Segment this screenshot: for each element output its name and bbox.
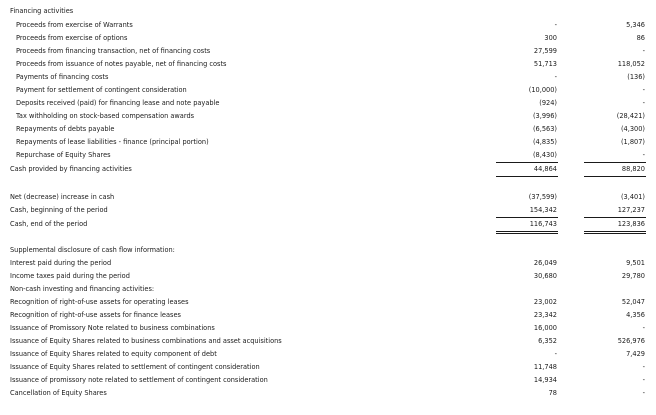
current-period-value: - xyxy=(554,350,557,358)
prior-period-value: (28,421) xyxy=(616,112,645,120)
row-label: Proceeds from issuance of notes payable, net of financing costs xyxy=(16,60,227,68)
prior-period-value: - xyxy=(642,86,645,94)
current-period-value: - xyxy=(554,73,557,81)
prior-period-value: (4,300) xyxy=(620,125,645,133)
current-period-value: (8,430) xyxy=(532,151,557,159)
total-underline xyxy=(584,176,646,177)
total-row xyxy=(0,218,656,231)
table-row xyxy=(0,257,656,270)
table-row xyxy=(0,32,656,45)
current-period-value: 51,713 xyxy=(533,60,557,68)
prior-period-value: (136) xyxy=(627,73,645,81)
supplemental-heading-row xyxy=(0,244,656,257)
row-label: Recognition of right-of-use assets for operating leases xyxy=(10,298,189,306)
row-label: Repayments of lease liabilities - finance (principal portion) xyxy=(16,138,209,146)
prior-period-value: - xyxy=(642,389,645,397)
current-period-value: 14,934 xyxy=(533,376,557,384)
row-label: Payment for settlement of contingent consideration xyxy=(16,86,187,94)
prior-period-value: 9,501 xyxy=(626,259,645,267)
row-label: Issuance of Equity Shares related to equity component of debt xyxy=(10,350,217,358)
table-row xyxy=(0,204,656,217)
prior-period-value: (1,807) xyxy=(620,138,645,146)
prior-period-value: 123,836 xyxy=(617,220,645,228)
financing-heading-row xyxy=(0,5,656,18)
current-period-value: 27,599 xyxy=(533,47,557,55)
current-period-value: 23,342 xyxy=(533,311,557,319)
row-label: Deposits received (paid) for financing lease and note payable xyxy=(16,99,220,107)
row-label: Cancellation of Equity Shares xyxy=(10,389,107,397)
row-label: Issuance of Equity Shares related to business combinations and asset acquisitions xyxy=(10,337,282,345)
row-label: Payments of financing costs xyxy=(16,73,109,81)
table-row xyxy=(0,361,656,374)
row-label: Proceeds from exercise of options xyxy=(16,34,128,42)
row-label: Issuance of Promissory Note related to business combinations xyxy=(10,324,215,332)
table-row xyxy=(0,374,656,387)
current-period-value: (3,996) xyxy=(532,112,557,120)
row-label: Tax withholding on stock-based compensation awards xyxy=(16,112,195,120)
table-row xyxy=(0,71,656,84)
row-label: Repurchase of Equity Shares xyxy=(16,151,111,159)
current-period-value: 30,680 xyxy=(533,272,557,280)
current-period-value: (10,000) xyxy=(528,86,557,94)
current-period-value: 154,342 xyxy=(529,206,557,214)
row-label: Proceeds from exercise of Warrants xyxy=(16,21,133,29)
prior-period-value: - xyxy=(642,324,645,332)
table-row xyxy=(0,296,656,309)
table-row xyxy=(0,335,656,348)
prior-period-value: (3,401) xyxy=(620,193,645,201)
current-period-value: 6,352 xyxy=(538,337,557,345)
current-period-value: 300 xyxy=(544,34,557,42)
row-label: Issuance of Equity Shares related to settlement of contingent consideration xyxy=(10,363,260,371)
row-label: Income taxes paid during the period xyxy=(10,272,130,280)
table-row xyxy=(0,84,656,97)
current-period-value: 16,000 xyxy=(533,324,557,332)
table-row xyxy=(0,387,656,400)
row-label: Repayments of debts payable xyxy=(16,125,115,133)
row-label: Cash, beginning of the period xyxy=(10,206,108,214)
table-row xyxy=(0,45,656,58)
prior-period-value: 86 xyxy=(636,34,645,42)
table-row xyxy=(0,191,656,204)
prior-period-value: 7,429 xyxy=(626,350,645,358)
table-row xyxy=(0,149,656,162)
row-label: Interest paid during the period xyxy=(10,259,112,267)
current-period-value: - xyxy=(554,21,557,29)
prior-period-value: 29,780 xyxy=(621,272,645,280)
prior-period-value: 127,237 xyxy=(617,206,645,214)
table-row xyxy=(0,270,656,283)
prior-period-value: - xyxy=(642,363,645,371)
table-row xyxy=(0,19,656,32)
section-heading: Financing activities xyxy=(10,7,74,15)
prior-period-value: 118,052 xyxy=(617,60,645,68)
current-period-value: 116,743 xyxy=(529,220,557,228)
row-label: Cash, end of the period xyxy=(10,220,88,228)
current-period-value: 26,049 xyxy=(533,259,557,267)
prior-period-value: - xyxy=(642,47,645,55)
table-row xyxy=(0,123,656,136)
current-period-total: 44,864 xyxy=(533,165,557,173)
total-row xyxy=(0,163,656,176)
table-row xyxy=(0,110,656,123)
prior-period-value: - xyxy=(642,151,645,159)
table-row xyxy=(0,309,656,322)
table-row xyxy=(0,322,656,335)
table-row xyxy=(0,136,656,149)
table-row xyxy=(0,348,656,361)
current-period-value: 78 xyxy=(548,389,557,397)
current-period-value: (37,599) xyxy=(528,193,557,201)
table-row xyxy=(0,97,656,110)
prior-period-value: 5,346 xyxy=(626,21,645,29)
total-label: Cash provided by financing activities xyxy=(10,165,132,173)
table-row xyxy=(0,58,656,71)
prior-period-value: 4,356 xyxy=(626,311,645,319)
row-label: Non-cash investing and financing activities: xyxy=(10,285,155,293)
row-label: Recognition of right-of-use assets for finance leases xyxy=(10,311,181,319)
double-underline xyxy=(496,231,558,234)
double-underline xyxy=(584,231,646,234)
current-period-value: (4,835) xyxy=(532,138,557,146)
current-period-value: (924) xyxy=(539,99,557,107)
current-period-value: (6,563) xyxy=(532,125,557,133)
prior-period-value: 52,047 xyxy=(621,298,645,306)
prior-period-value: - xyxy=(642,376,645,384)
total-underline xyxy=(496,176,558,177)
row-label: Issuance of promissory note related to settlement of contingent consideration xyxy=(10,376,268,384)
prior-period-total: 88,820 xyxy=(621,165,645,173)
row-label: Net (decrease) increase in cash xyxy=(10,193,115,201)
prior-period-value: 526,976 xyxy=(617,337,645,345)
table-row xyxy=(0,283,656,296)
row-label: Proceeds from financing transaction, net of financing costs xyxy=(16,47,211,55)
prior-period-value: - xyxy=(642,99,645,107)
section-heading: Supplemental disclosure of cash flow information: xyxy=(10,246,175,254)
current-period-value: 11,748 xyxy=(533,363,557,371)
current-period-value: 23,002 xyxy=(533,298,557,306)
